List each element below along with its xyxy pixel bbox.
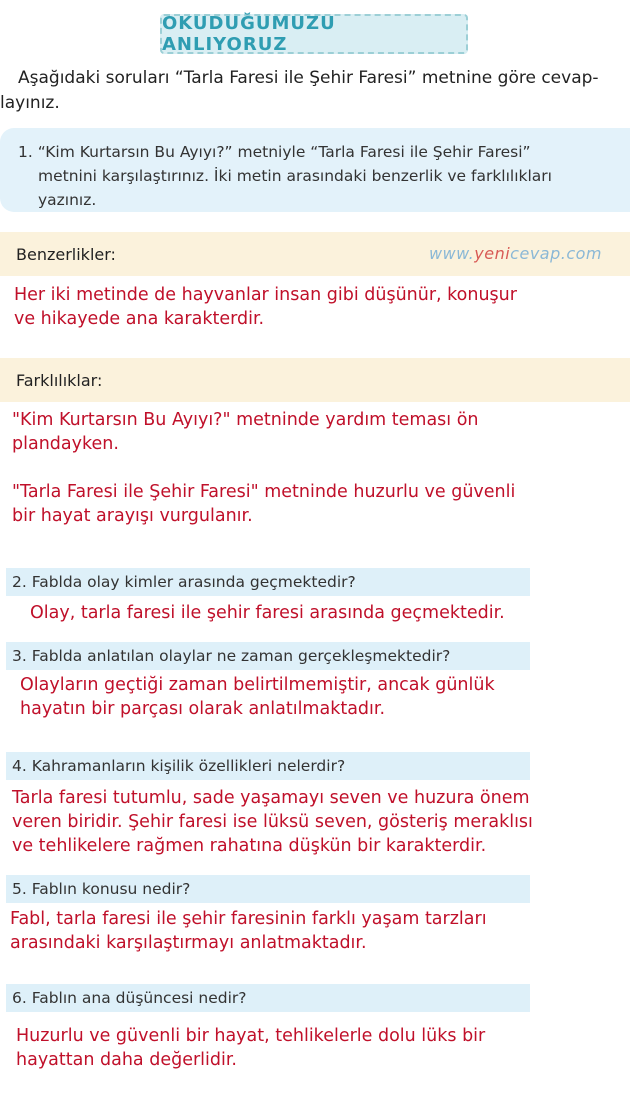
- question-1-line-1: 1. “Kim Kurtarsın Bu Ayıyı?” metniyle “Tarla Faresi ile Şehir Faresi”: [18, 143, 531, 161]
- watermark-part-3: cevap.com: [510, 244, 602, 263]
- instruction-line-1: Aşağıdaki soruları “Tarla Faresi ile Şehir Faresi” metnine göre cevap-: [18, 68, 599, 88]
- question-6-answer-line-1: Huzurlu ve güvenli bir hayat, tehlikelerle dolu lüks bir: [16, 1026, 486, 1046]
- question-6-text: 6. Fablın ana düşüncesi nedir?: [12, 989, 247, 1007]
- question-5-answer-line-2: arasındaki karşılaştırmayı anlatmaktadır.: [10, 933, 367, 953]
- similarities-answer: [14, 283, 517, 331]
- differences-label: Farklılıklar:: [16, 370, 103, 390]
- question-2-text: 2. Fablda olay kimler arasında geçmektedir?: [12, 573, 356, 591]
- question-5-text: 5. Fablın konusu nedir?: [12, 880, 191, 898]
- question-3-answer-line-2: hayatın bir parçası olarak anlatılmaktadır.: [20, 699, 386, 719]
- section-title: OKUDUĞUMUZU ANLIYORUZ: [162, 13, 336, 55]
- watermark-part-1: www.: [428, 244, 475, 263]
- question-6-answer-line-2: hayattan daha değerlidir.: [16, 1050, 237, 1070]
- question-4-answer-line-2: veren biridir. Şehir faresi ise lüksü seven, gösteriş meraklısı: [12, 812, 533, 832]
- differences-answer-1-line-1: "Kim Kurtarsın Bu Ayıyı?" metninde yardım teması ön: [12, 410, 479, 430]
- similarities-label: Benzerlikler:: [16, 244, 116, 264]
- question-2-answer: Olay, tarla faresi ile şehir faresi arasında geçmektedir.: [30, 603, 505, 623]
- question-5-answer-line-1: Fabl, tarla faresi ile şehir faresinin farklı yaşam tarzları: [10, 909, 487, 929]
- differences-header: [0, 358, 630, 402]
- question-4-text: 4. Kahramanların kişilik özellikleri nelerdir?: [12, 757, 346, 775]
- differences-answer-2: [12, 480, 515, 528]
- question-6-answer: [16, 1024, 485, 1072]
- question-3-answer: [20, 673, 495, 721]
- question-4-bar: [6, 752, 530, 780]
- question-1-line-3: yazınız.: [38, 191, 97, 209]
- question-2-bar: [6, 568, 530, 596]
- section-title-badge: [160, 14, 468, 54]
- question-3-bar: [6, 642, 530, 670]
- question-1-box: [0, 128, 630, 212]
- differences-answer-1: [12, 408, 479, 456]
- question-3-answer-line-1: Olayların geçtiği zaman belirtilmemiştir, ancak günlük: [20, 675, 495, 695]
- question-4-answer-line-1: Tarla faresi tutumlu, sade yaşamayı seven ve huzura önem: [12, 788, 530, 808]
- similarities-answer-line-2: ve hikayede ana karakterdir.: [14, 309, 265, 329]
- question-4-answer-line-3: ve tehlikelere rağmen rahatına düşkün bir karakterdir.: [12, 836, 487, 856]
- similarities-answer-line-1: Her iki metinde de hayvanlar insan gibi düşünür, konuşur: [14, 285, 517, 305]
- watermark: [429, 244, 602, 263]
- question-1-line-2: metnini karşılaştırınız. İki metin arasındaki benzerlik ve farklılıkları: [38, 167, 552, 185]
- instruction-text: [0, 66, 628, 116]
- watermark-part-2: yeni: [474, 244, 511, 263]
- differences-answer-2-line-2: bir hayat arayışı vurgulanır.: [12, 506, 253, 526]
- question-5-answer: [10, 907, 487, 955]
- question-3-text: 3. Fablda anlatılan olaylar ne zaman gerçekleşmektedir?: [12, 647, 451, 665]
- question-4-answer: [12, 786, 533, 858]
- question-6-bar: [6, 984, 530, 1012]
- instruction-line-2: layınız.: [0, 93, 60, 113]
- differences-answer-2-line-1: "Tarla Faresi ile Şehir Faresi" metninde huzurlu ve güvenli: [12, 482, 516, 502]
- question-5-bar: [6, 875, 530, 903]
- differences-answer-1-line-2: plandayken.: [12, 434, 119, 454]
